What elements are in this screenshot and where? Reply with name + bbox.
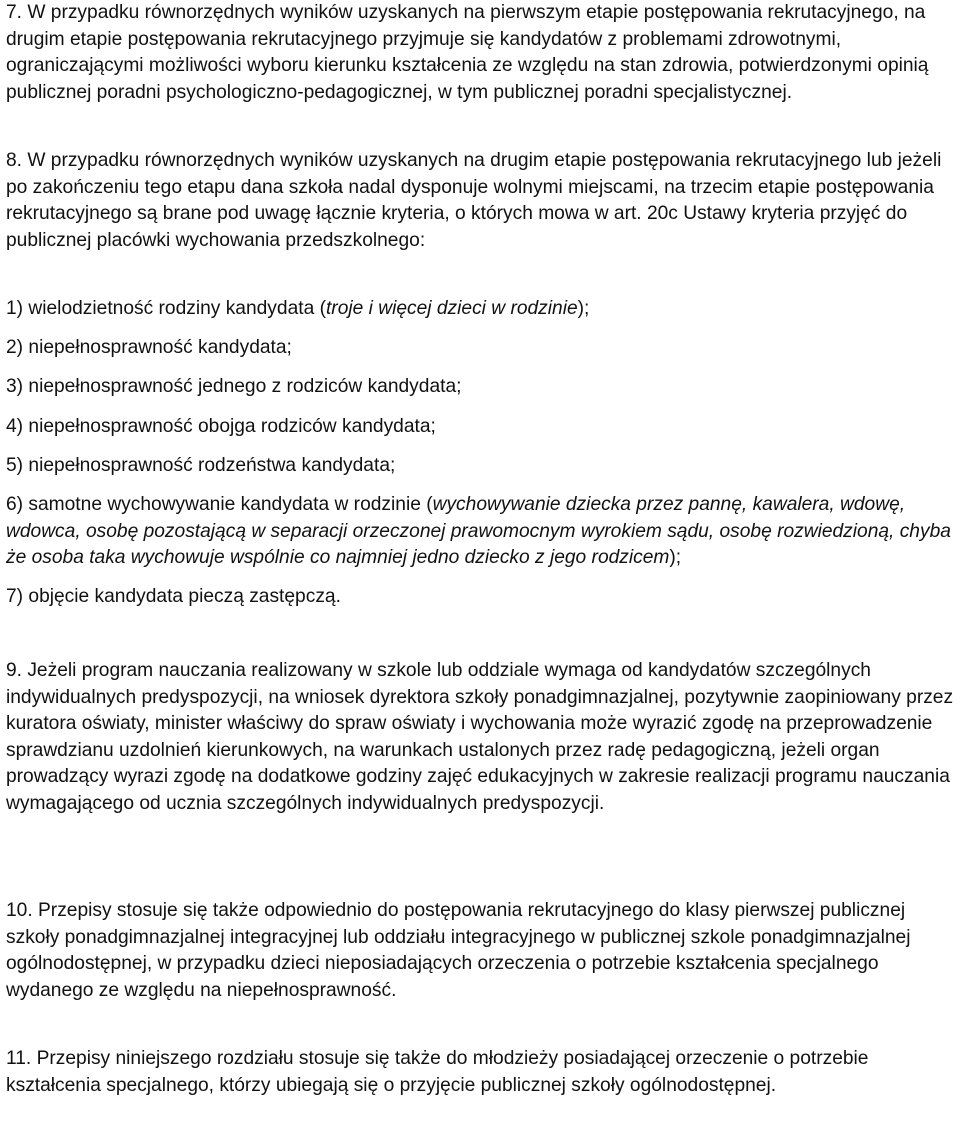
criteria-list bbox=[6, 296, 956, 624]
criteria-item-7 bbox=[6, 584, 956, 611]
paragraph-10: 10. Przepisy stosuje się także odpowiednio do postępowania rekrutacyjnego do klasy pierwszej publicznej szkoły ponadgimnazjalnej integracyjnej lub oddziału integracyjnego w publicznej szkole ponadgimnazjalnej ogólnodostępnej, w przypadku dzieci nieposiadających orzeczenia o potrzebie kształcenia specjalnego wydanego ze względu na niepełnosprawność. bbox=[6, 900, 911, 1001]
paragraph-7: 7. W przypadku równorzędnych wyników uzyskanych na pierwszym etapie postępowania rekrutacyjnego, na drugim etapie postępowania rekrutacyjnego przyjmuje się kandydatów z problemami zdrowotnymi, ograniczającymi możliwości wyboru kierunku kształcenia ze względu na stan zdrowia, potwierdzonymi opinią publicznej poradni psychologiczno-pedagogicznej, w tym publicznej poradni specjalistycznej. bbox=[6, 2, 929, 103]
criteria-item-4 bbox=[6, 414, 956, 441]
criteria-item-text: 1) wielodzietność rodziny kandydata ( bbox=[6, 298, 326, 319]
criteria-item-italic-note: wychowywanie dziecka przez pannę, kawalera, wdowę, wdowca, osobę pozostającą w separacji orzeczonej prawomocnym wyrokiem sądu, osobę rozwiedzioną, chyba że osoba taka wychowuje wspólnie co najmniej jedno dziecko z jego rodzicem bbox=[6, 493, 951, 569]
paragraph-8: 8. W przypadku równorzędnych wyników uzyskanych na drugim etapie postępowania rekrutacyjnego lub jeżeli po zakończeniu tego etapu dana szkoła nadal dysponuje wolnymi miejscami, na trzecim etapie postępowania rekrutacyjnego są brane pod uwagę łącznie kryteria, o których mowa w art. 20c Ustawy kryteria przyjęć do publicznej placówki wychowania przedszkolnego: bbox=[6, 150, 942, 251]
criteria-item-italic-note: troje i więcej dzieci w rodzinie bbox=[325, 298, 578, 319]
criteria-item-text: 3) niepełnosprawność jednego z rodziców kandydata; bbox=[6, 376, 462, 398]
paragraph-9: 9. Jeżeli program nauczania realizowany w szkole lub oddziale wymaga od kandydatów szczególnych indywidualnych predyspozycji, na wniosek dyrektora szkoły ponadgimnazjalnej, pozytywnie zaopiniowany przez kuratora oświaty, minister właściwy do spraw oświaty i wychowania może wyrazić zgodę na przeprowadzenie sprawdzianu uzdolnień kierunkowych, na warunkach ustalonych przez radę pedagogiczną, jeżeli organ prowadzący wyrazi zgodę na dodatkowe godziny zajęć edukacyjnych w zakresie realizacji programu nauczania wymagającego od ucznia szczególnych indywidualnych predyspozycji. bbox=[6, 660, 954, 814]
criteria-item-1 bbox=[6, 296, 956, 323]
criteria-item-2 bbox=[6, 335, 956, 362]
criteria-item-6 bbox=[6, 492, 956, 572]
criteria-item-text: 4) niepełnosprawność obojga rodziców kandydata; bbox=[6, 415, 436, 437]
criteria-item-3 bbox=[6, 374, 956, 401]
criteria-item-text: 7) objęcie kandydata pieczą zastępczą. bbox=[6, 586, 341, 608]
criteria-item-text: 6) samotne wychowywanie kandydata w rodzinie ( bbox=[6, 493, 433, 515]
paragraph-11: 11. Przepisy niniejszego rozdziału stosuje się także do młodzieży posiadającej orzeczenie o potrzebie kształcenia specjalnego, którzy ubiegają się o przyjęcie publicznej szkoły ogólnodostępnej. bbox=[6, 1048, 869, 1096]
criteria-item-suffix: ); bbox=[669, 547, 682, 569]
criteria-item-suffix: ); bbox=[577, 298, 590, 319]
criteria-item-text: 2) niepełnosprawność kandydata; bbox=[6, 337, 292, 359]
criteria-item-text: 5) niepełnosprawność rodzeństwa kandydata; bbox=[6, 454, 396, 476]
criteria-item-5 bbox=[6, 453, 956, 480]
